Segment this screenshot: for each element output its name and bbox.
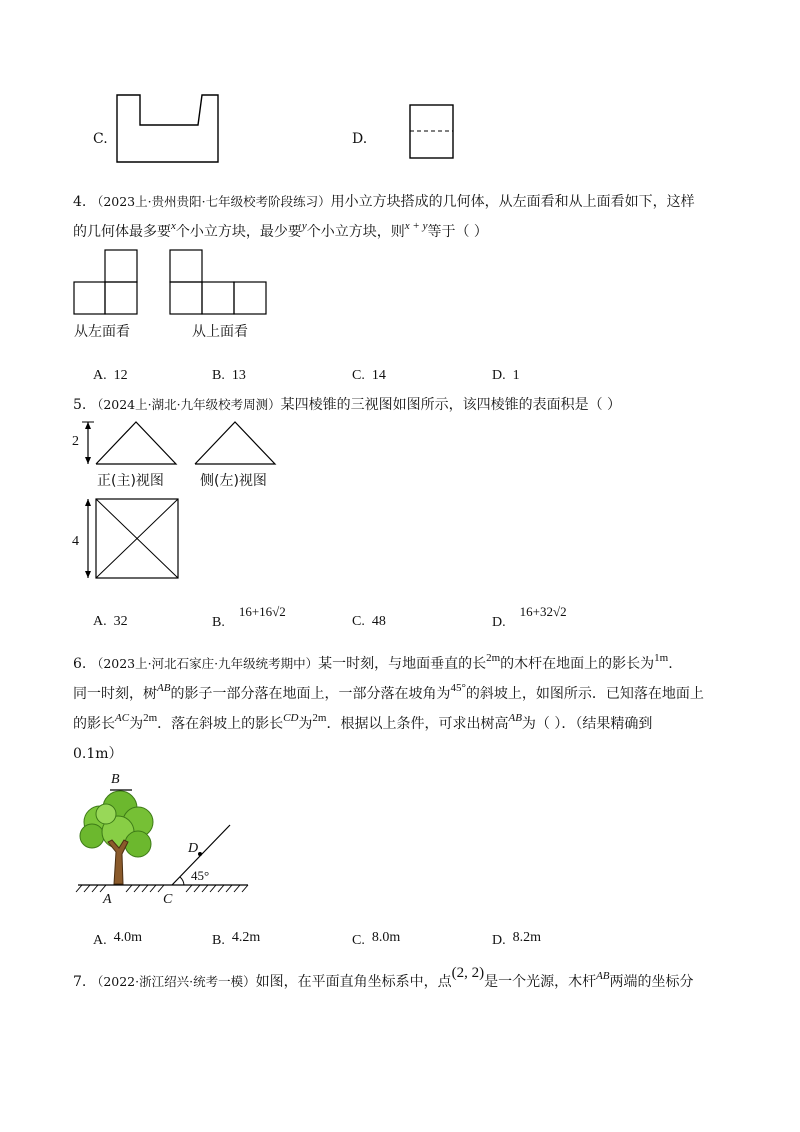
q5-side-view-figure bbox=[192, 418, 282, 468]
q4-number: 4. bbox=[73, 194, 87, 210]
q5-text: 某四棱锥的三视图如图所示，该四棱锥的表面积是（ ） bbox=[280, 397, 622, 413]
q6-line3: 的影长$^{AC}$为$^{2m}$．落在斜坡上的影长$^{CD}$为$^{2m}$．根据以上条件，可求出树高$^{AB}$为（ ）．（结果精确到 bbox=[73, 712, 653, 732]
q6-tree-slope-figure bbox=[70, 770, 260, 910]
q6-option-a: A. 4.0m bbox=[93, 930, 143, 948]
q7-number: 7. bbox=[73, 974, 87, 990]
q4-text1: 用小立方块搭成的几何体，从左面看和从上面看如下，这样 bbox=[330, 194, 695, 210]
q7-point: (2, 2) bbox=[451, 965, 485, 981]
q6-line4: 0.1m） bbox=[73, 746, 123, 762]
q4-left-view-figure bbox=[73, 249, 139, 315]
q6-source: （2023上·河北石家庄·九年级统考期中） bbox=[90, 656, 319, 671]
q5-option-b: B. 16+16√2 bbox=[212, 604, 286, 630]
q5-dim-top: 4 bbox=[72, 534, 79, 549]
q5-line1 bbox=[73, 395, 621, 415]
q5-source: （2024上·湖北·九年级校考周测） bbox=[90, 397, 281, 412]
q4-source: （2023上·贵州贵阳·七年级校考阶段练习） bbox=[90, 194, 331, 209]
q4-text2d: 等于（ ） bbox=[427, 224, 488, 240]
q5-number: 5. bbox=[73, 397, 87, 413]
q5-option-d: D. 16+32√2 bbox=[492, 604, 567, 630]
q5-dim-front: 2 bbox=[72, 434, 79, 449]
q4-text2c: 个小立方块，则 bbox=[306, 224, 405, 240]
q7-source: （2022·浙江绍兴·统考一模） bbox=[90, 974, 256, 989]
q4-line1 bbox=[73, 192, 695, 212]
q6-option-d: D. 8.2m bbox=[492, 930, 542, 948]
q6-option-c: C. 8.0m bbox=[352, 930, 401, 948]
q5-front-view-figure bbox=[70, 418, 180, 468]
q5-side-view-caption: 侧(左)视图 bbox=[200, 473, 267, 489]
q6-label-b: B bbox=[111, 772, 120, 787]
q5-top-view-figure bbox=[70, 496, 182, 582]
q5-front-view-caption: 正(主)视图 bbox=[97, 473, 164, 489]
q4-line2 bbox=[73, 222, 488, 243]
q6-label-d: D bbox=[188, 841, 199, 856]
q4-var-y: y bbox=[301, 220, 307, 232]
q7-line1: 7. （2022·浙江绍兴·统考一模）如图，在平面直角坐标系中，点(2, 2)是一个光源，木杆$^{AB}$两端的坐标分 bbox=[73, 965, 694, 990]
q3-option-d-figure bbox=[409, 104, 455, 160]
q6-label-c: C bbox=[163, 892, 173, 907]
q3-option-c-figure bbox=[116, 94, 221, 164]
q6-line2: 同一时刻，树$^{AB}$的影子一部分落在地面上，一部分落在坡角为$^{45^\circ}$的斜坡上，如图所示．已知落在地面上 bbox=[73, 682, 704, 702]
q6-option-b: B. 4.2m bbox=[212, 930, 261, 948]
q4-top-view-caption: 从上面看 bbox=[192, 324, 248, 340]
q3-option-d-label: D. bbox=[352, 131, 368, 147]
q5-option-c: C. 48 bbox=[352, 614, 386, 629]
q6-line1: 6. （2023上·河北石家庄·九年级统考期中）某一时刻，与地面垂直的长$^{2m}$的木杆在地面上的影长为$^{1m}$. bbox=[73, 652, 673, 672]
q4-option-d: D. 1 bbox=[492, 368, 520, 383]
q4-expr: x + y bbox=[404, 220, 428, 232]
q5-option-a: A. 32 bbox=[93, 614, 128, 629]
q4-option-a: A. 12 bbox=[93, 368, 128, 383]
q6-label-angle: 45° bbox=[191, 868, 210, 883]
q4-var-x: x bbox=[171, 220, 176, 232]
q3-option-c-label: C. bbox=[93, 131, 108, 147]
q4-left-view-caption: 从左面看 bbox=[74, 324, 130, 340]
q4-option-b: B. 13 bbox=[212, 368, 246, 383]
q4-text2a: 的几何体最多要 bbox=[73, 224, 171, 240]
q4-top-view-figure bbox=[169, 249, 269, 315]
q4-text2b: 个小立方块，最少要 bbox=[175, 224, 302, 240]
q6-number: 6. bbox=[73, 656, 87, 672]
q4-option-c: C. 14 bbox=[352, 368, 386, 383]
q6-label-a: A bbox=[103, 892, 112, 907]
